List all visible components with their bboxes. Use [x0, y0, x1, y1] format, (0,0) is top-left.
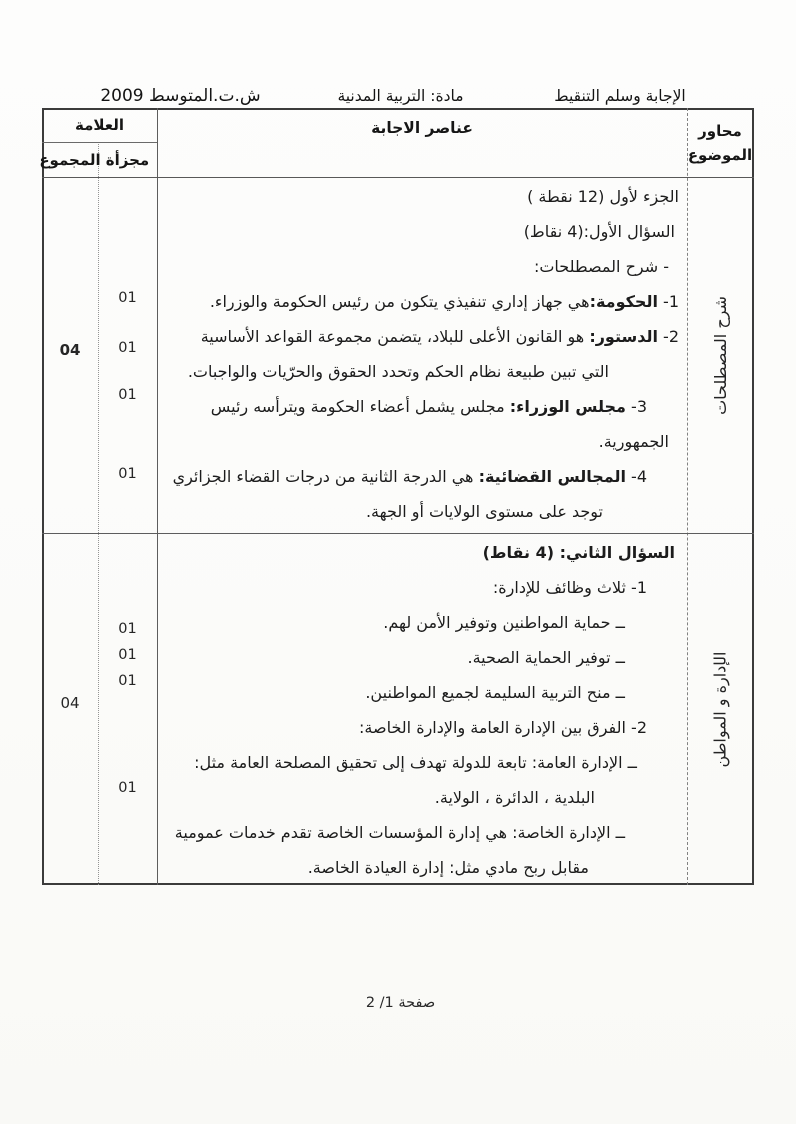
doc-title: الإجابة وسلم التنقيط — [554, 87, 686, 105]
answer-line: ــ منح التربية السليمة لجميع المواطنين. — [365, 683, 625, 702]
answer-line: مقابل ربح مادي مثل: إدارة العيادة الخاصة. — [307, 858, 589, 877]
answer-line: السؤال الثاني: (4 نقاط) — [482, 543, 675, 562]
partial-mark-value: 01 — [118, 387, 137, 403]
answer-elements-cell — [157, 179, 687, 531]
column-header-topic-axes — [687, 108, 753, 177]
answer-elements-cell — [157, 535, 687, 883]
answer-line: - شرح المصطلحات: — [533, 257, 669, 276]
table-divider-total-column — [98, 142, 99, 885]
answer-line: توجد على مستوى الولايات أو الجهة. — [365, 502, 603, 521]
topic-axes-word1: محاور — [698, 121, 742, 140]
answer-line: الجزء لأول (12 نقطة ) — [527, 187, 679, 206]
answer-line: 1- ثلاث وظائف للإدارة: — [492, 578, 647, 597]
page-number: صفحة 1/ 2 — [365, 995, 436, 1011]
topic-axes-word2: الموضوع — [687, 145, 753, 164]
partial-mark-value: 01 — [118, 621, 137, 637]
table-divider-under-header-row — [42, 177, 754, 178]
table-divider-between-sections — [42, 533, 754, 534]
column-header-mark: العلامة — [75, 116, 125, 134]
answer-line: 4- المجالس القضائية: هي الدرجة الثانية من درجات القضاء الجزائري — [172, 467, 647, 486]
topic-axis-label: شرح المصطلحات — [710, 295, 730, 415]
partial-mark-value: 01 — [118, 647, 137, 663]
answer-line: 1- الحكومة:هي جهاز إداري تنفيذي يتكون من رئيس الحكومة والوزراء. — [209, 292, 679, 311]
column-header-total-mark: المجموع — [39, 150, 101, 169]
partial-mark-value: 01 — [118, 780, 137, 796]
column-header-answer-elements: عناصر الاجابة — [371, 119, 473, 137]
answer-line: ــ حماية المواطنين وتوفير الأمن لهم. — [383, 613, 625, 632]
partial-mark-value: 01 — [118, 466, 137, 482]
doc-subject: مادة: التربية المدنية — [337, 87, 464, 105]
answer-line: الجمهورية. — [598, 432, 669, 451]
answer-line: ــ توفير الحماية الصحية. — [467, 648, 625, 667]
answer-line: السؤال الأول:(4 نقاط) — [523, 222, 675, 241]
column-header-partial-mark: مجزأة — [105, 150, 150, 169]
partial-mark-value: 01 — [118, 673, 137, 689]
total-mark-value: 04 — [60, 694, 80, 712]
total-mark-value: 04 — [59, 341, 81, 359]
topic-axis-cell — [687, 534, 753, 884]
answer-line: 3- مجلس الوزراء: مجلس يشمل أعضاء الحكومة ويترأسه رئيس — [210, 397, 647, 416]
answer-line: 2- الدستور: هو القانون الأعلى للبلاد، يتضمن مجموعة القواعد الأساسية — [200, 327, 679, 346]
answer-line: ــ الإدارة العامة: تابعة للدولة تهدف إلى تحقيق المصلحة العامة مثل: — [194, 753, 637, 772]
answer-line: ــ الإدارة الخاصة: هي إدارة المؤسسات الخاصة تقدم خدمات عمومية — [174, 823, 625, 842]
partial-mark-value: 01 — [118, 340, 137, 356]
doc-exam-session: ش.ت.المتوسط 2009 — [100, 86, 261, 106]
answer-line: التي تبين طبيعة نظام الحكم وتحدد الحقوق والحرّيات والواجبات. — [187, 362, 609, 381]
topic-axis-label: الإدارة و المواطن — [710, 651, 730, 767]
topic-axis-cell — [687, 178, 753, 532]
answer-line: البلدية ، الدائرة ، الولاية. — [434, 788, 595, 807]
answer-line: 2- الفرق بين الإدارة العامة والإدارة الخاصة: — [359, 718, 647, 737]
partial-mark-value: 01 — [118, 290, 137, 306]
